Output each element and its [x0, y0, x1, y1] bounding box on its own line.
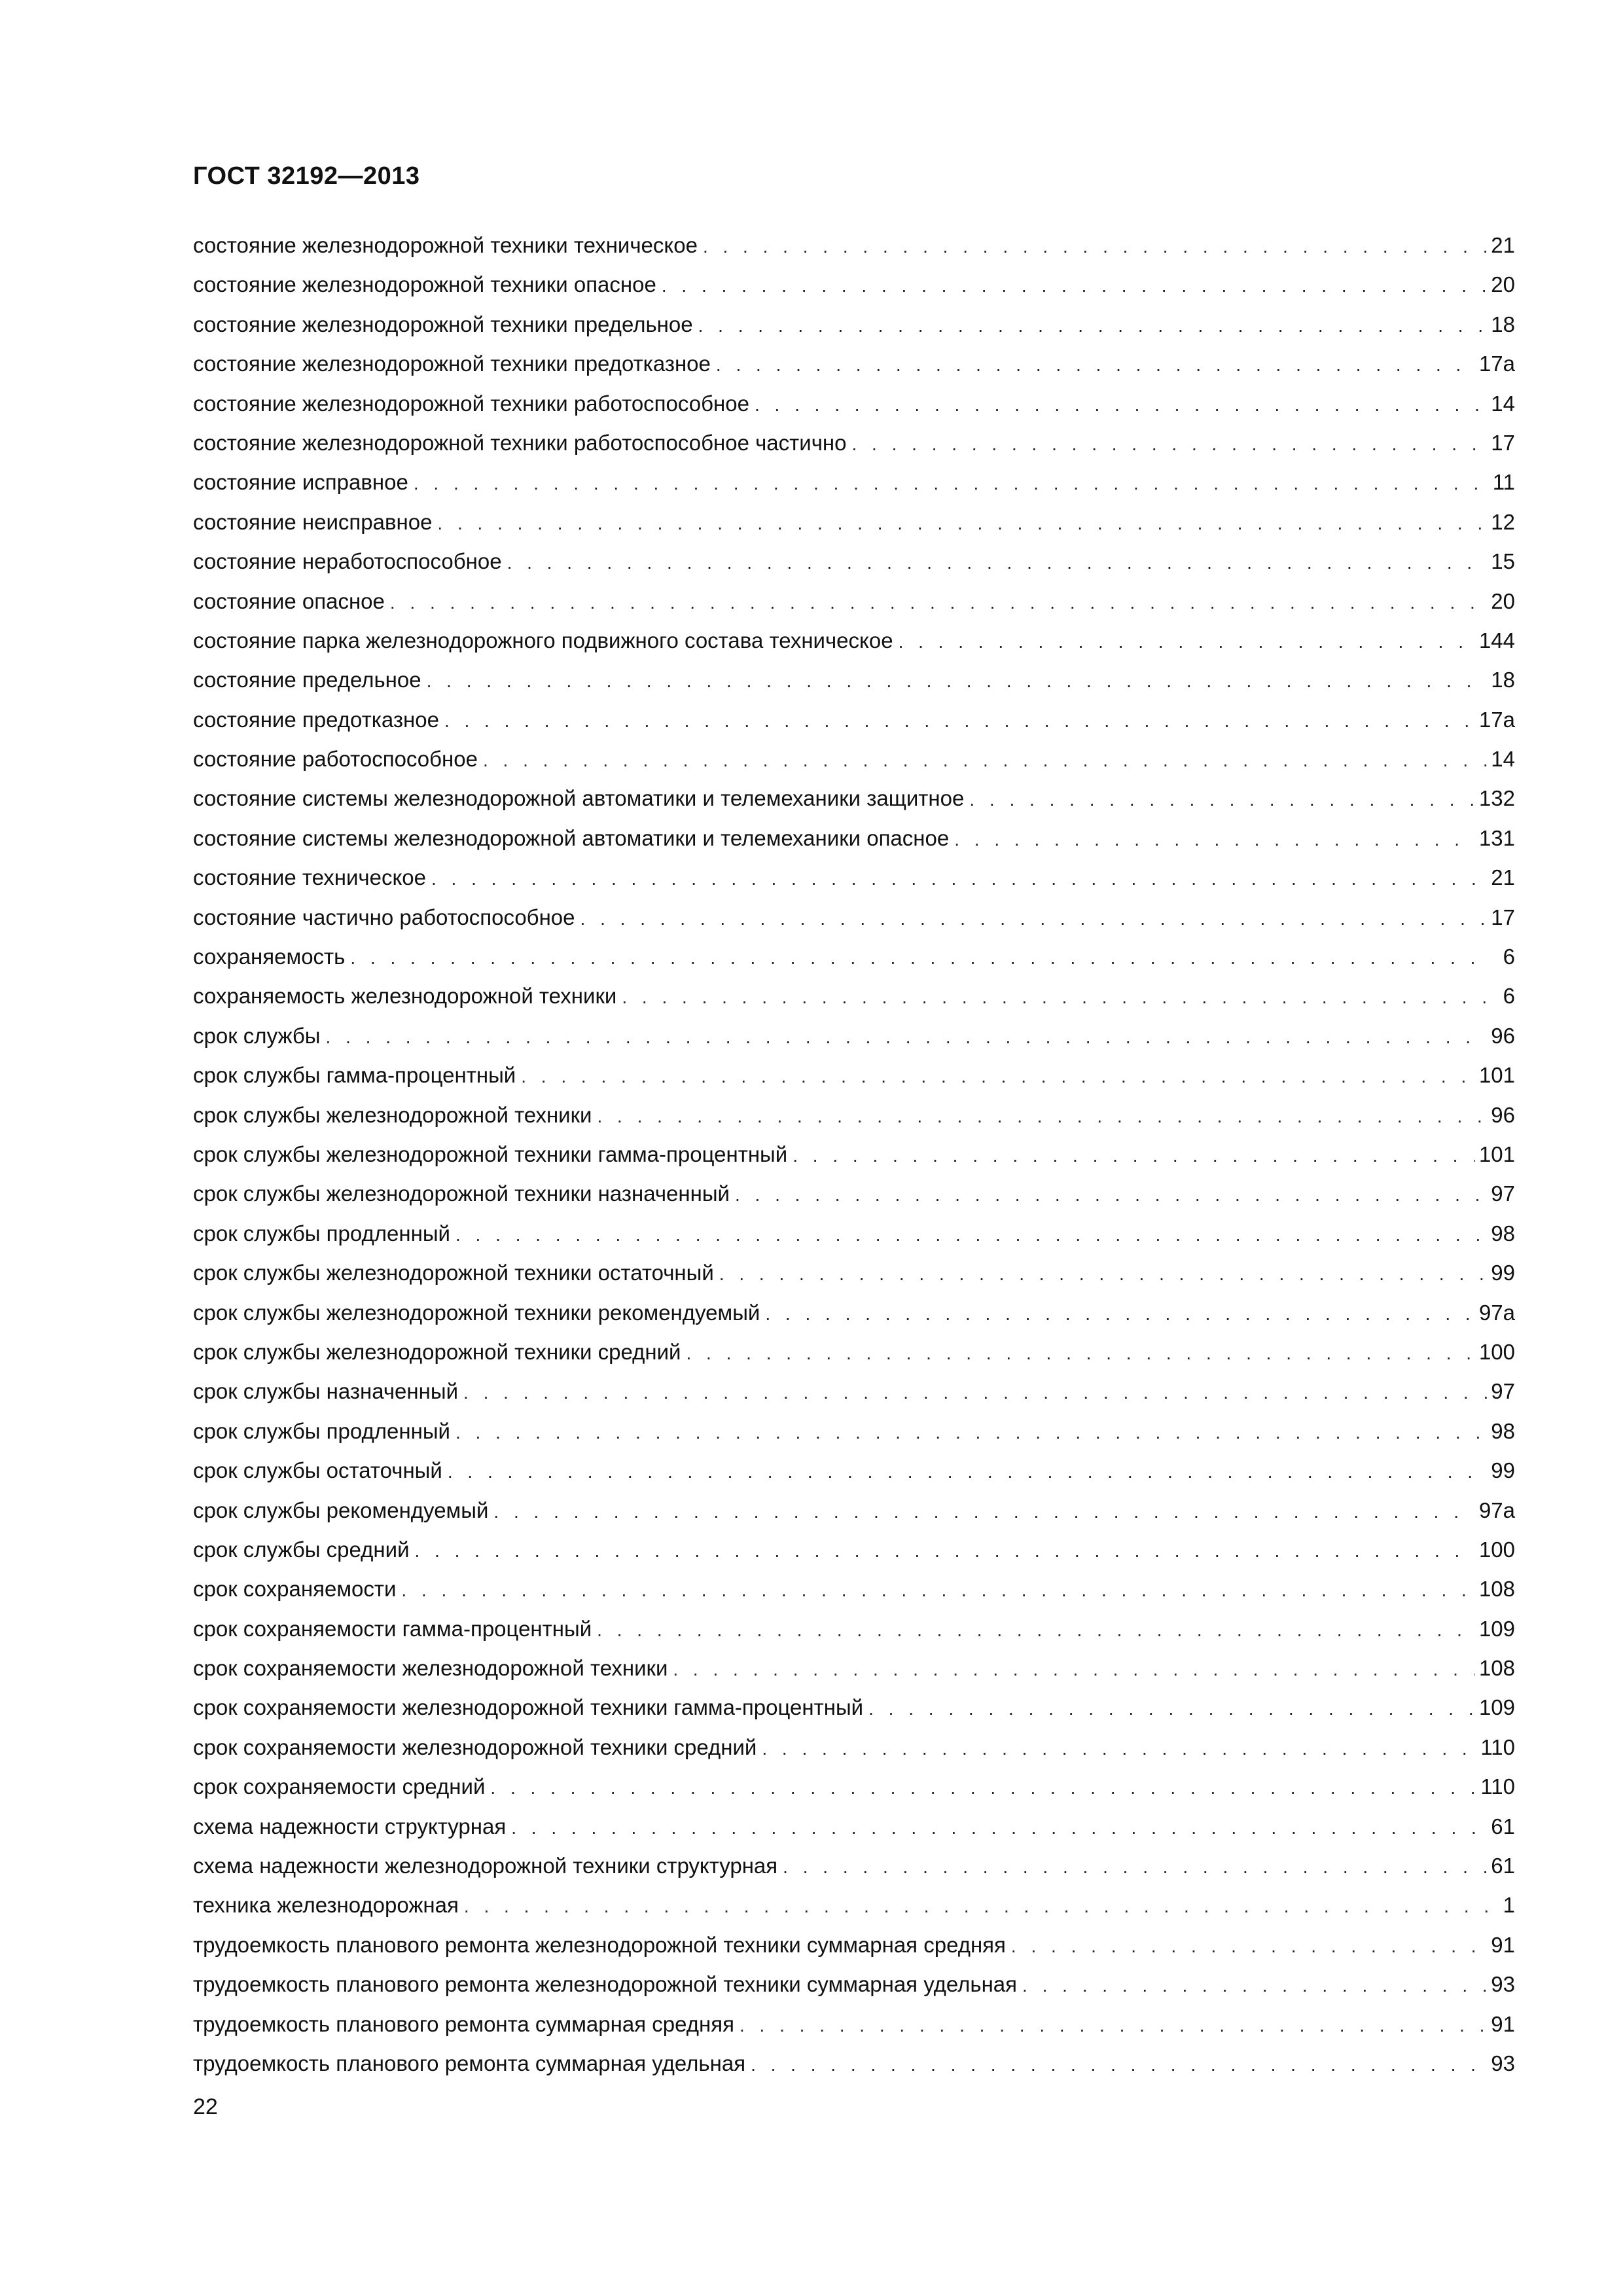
- index-term: состояние парка железнодорожного подвижного состава техническое: [193, 628, 893, 653]
- index-page-reference: 99: [1491, 1261, 1515, 1285]
- dot-leader: [511, 1808, 1487, 1848]
- index-page-reference: 93: [1491, 2051, 1515, 2075]
- dot-leader: [969, 780, 1475, 819]
- index-entry: [193, 463, 1515, 502]
- dot-leader: [751, 2045, 1487, 2085]
- index-page-reference: 20: [1491, 588, 1515, 613]
- dot-leader: [507, 543, 1488, 583]
- index-term: состояние техническое: [193, 865, 426, 890]
- index-page-reference: 17а: [1478, 351, 1515, 376]
- index-entry: [193, 1096, 1515, 1135]
- index-page-reference: 18: [1491, 312, 1515, 336]
- index-entry: [193, 423, 1515, 463]
- index-page-reference: 101: [1478, 1141, 1515, 1166]
- index-entry: [193, 1174, 1515, 1213]
- index-entry: [193, 1253, 1515, 1293]
- dot-leader: [662, 266, 1487, 306]
- index-term: срок службы железнодорожной техники средний: [193, 1339, 681, 1364]
- dot-leader: [762, 1729, 1476, 1768]
- index-term: схема надежности структурная: [193, 1814, 507, 1839]
- dot-leader: [326, 1018, 1488, 1057]
- index-entry: [193, 1807, 1515, 1846]
- index-entry: [193, 1412, 1515, 1451]
- dot-leader: [868, 1689, 1475, 1729]
- dot-leader: [622, 978, 1491, 1017]
- dot-leader: [686, 1334, 1474, 1373]
- dot-leader: [415, 1532, 1475, 1571]
- dot-leader: [703, 227, 1487, 266]
- index-page-reference: 97а: [1478, 1300, 1515, 1325]
- index-term: состояние железнодорожной техники предельное: [193, 312, 693, 336]
- index-entry: [193, 1688, 1515, 1727]
- index-page-reference: 6: [1503, 984, 1515, 1009]
- dot-leader: [464, 1887, 1491, 1926]
- dot-leader: [580, 899, 1488, 939]
- index-entry: [193, 384, 1515, 423]
- index-page-reference: 99: [1491, 1458, 1515, 1483]
- index-page-reference: 96: [1491, 1023, 1515, 1048]
- index-page-reference: 98: [1491, 1418, 1515, 1443]
- index-page-reference: 101: [1478, 1063, 1515, 1088]
- index-term: срок сохраняемости средний: [193, 1774, 486, 1799]
- index-entry: [193, 1293, 1515, 1333]
- index-page-reference: 14: [1491, 747, 1515, 772]
- index-entry: [193, 1846, 1515, 1886]
- dot-leader: [1011, 1927, 1487, 1966]
- index-page-reference: 17: [1491, 905, 1515, 929]
- index-entry: [193, 1491, 1515, 1530]
- index-entry: [193, 898, 1515, 937]
- index-term: срок сохраняемости железнодорожной техники гамма-процентный: [193, 1695, 864, 1720]
- dot-leader: [851, 425, 1487, 464]
- index-page-reference: 100: [1478, 1537, 1515, 1562]
- index-entry: [193, 779, 1515, 818]
- dot-leader: [793, 1136, 1475, 1175]
- index-page-reference: 108: [1478, 1656, 1515, 1681]
- index-term: состояние железнодорожной техники работоспособное: [193, 391, 749, 416]
- index-entry: [193, 582, 1515, 621]
- index-term: срок службы гамма-процентный: [193, 1063, 516, 1088]
- index-entry: [193, 858, 1515, 897]
- dot-leader: [597, 1097, 1487, 1136]
- index-entry: [193, 1926, 1515, 1965]
- dot-leader: [716, 346, 1475, 385]
- index-entry: [193, 305, 1515, 344]
- index-term: срок сохраняемости железнодорожной техники средний: [193, 1734, 757, 1759]
- dot-leader: [673, 1650, 1475, 1689]
- index-entry: [193, 265, 1515, 304]
- dot-leader: [455, 1413, 1487, 1452]
- index-term: сохраняемость железнодорожной техники: [193, 984, 617, 1009]
- index-page-reference: 144: [1478, 628, 1515, 653]
- index-entry: [193, 542, 1515, 581]
- index-term: состояние предельное: [193, 668, 421, 692]
- index-term: состояние опасное: [193, 588, 385, 613]
- dot-leader: [483, 741, 1487, 780]
- index-term: срок сохраняемости гамма-процентный: [193, 1616, 592, 1641]
- index-entry: [193, 344, 1515, 384]
- index-page-reference: 98: [1491, 1221, 1515, 1246]
- index-page-reference: 15: [1491, 549, 1515, 574]
- index-page-reference: 97: [1491, 1379, 1515, 1404]
- alphabetical-index: [193, 226, 1515, 2083]
- index-term: срок службы железнодорожной техники назначенный: [193, 1181, 730, 1206]
- index-term: срок сохраняемости: [193, 1577, 397, 1602]
- dot-leader: [493, 1492, 1475, 1532]
- dot-leader: [431, 859, 1487, 899]
- index-entry: [193, 1333, 1515, 1372]
- index-page-reference: 108: [1478, 1577, 1515, 1602]
- index-term: срок службы железнодорожной техники гамма-процентный: [193, 1141, 788, 1166]
- index-page-reference: 20: [1491, 272, 1515, 297]
- dot-leader: [719, 1255, 1487, 1294]
- index-term: трудоемкость планового ремонта суммарная удельная: [193, 2051, 746, 2075]
- index-page-reference: 91: [1491, 2011, 1515, 2036]
- dot-leader: [414, 464, 1489, 503]
- index-entry: [193, 937, 1515, 977]
- index-entry: [193, 1965, 1515, 2004]
- index-page-reference: 96: [1491, 1102, 1515, 1127]
- index-term: состояние предотказное: [193, 707, 439, 732]
- index-term: техника железнодорожная: [193, 1893, 459, 1918]
- dot-leader: [1022, 1966, 1487, 2005]
- index-term: состояние железнодорожной техники предотказное: [193, 351, 711, 376]
- index-page-reference: 61: [1491, 1814, 1515, 1839]
- index-entry: [193, 700, 1515, 740]
- index-page-reference: 131: [1478, 825, 1515, 850]
- index-term: трудоемкость планового ремонта железнодорожной техники суммарная удельная: [193, 1972, 1018, 1997]
- dot-leader: [783, 1848, 1487, 1887]
- index-term: состояние работоспособное: [193, 747, 478, 772]
- index-entry: [193, 621, 1515, 660]
- dot-leader: [437, 504, 1487, 543]
- dot-leader: [444, 702, 1475, 741]
- index-page-reference: 91: [1491, 1932, 1515, 1957]
- index-entry: [193, 1214, 1515, 1253]
- dot-leader: [735, 1175, 1487, 1215]
- index-entry: [193, 1372, 1515, 1411]
- index-page-reference: 93: [1491, 1972, 1515, 1997]
- index-entry: [193, 2044, 1515, 2083]
- dot-leader: [490, 1768, 1476, 1808]
- index-term: сохраняемость: [193, 944, 346, 969]
- dot-leader: [455, 1215, 1487, 1255]
- index-page-reference: 11: [1492, 470, 1515, 495]
- index-page-reference: 132: [1478, 786, 1515, 811]
- dot-leader: [755, 386, 1487, 425]
- index-term: трудоемкость планового ремонта железнодорожной техники суммарная средняя: [193, 1932, 1006, 1957]
- dot-leader: [698, 306, 1488, 346]
- index-entry: [193, 1135, 1515, 1174]
- index-entry: [193, 503, 1515, 542]
- dot-leader: [765, 1295, 1475, 1334]
- index-page-reference: 97: [1491, 1181, 1515, 1206]
- index-page-reference: 100: [1478, 1339, 1515, 1364]
- index-page-reference: 14: [1491, 391, 1515, 416]
- index-entry: [193, 226, 1515, 265]
- index-page-reference: 18: [1491, 668, 1515, 692]
- dot-leader: [597, 1611, 1475, 1650]
- page-number: 22: [193, 2094, 218, 2119]
- index-page-reference: 1: [1503, 1893, 1515, 1918]
- dot-leader: [390, 583, 1487, 622]
- index-term: схема надежности железнодорожной техники структурная: [193, 1854, 778, 1878]
- index-term: состояние железнодорожной техники работоспособное частично: [193, 430, 847, 455]
- index-term: срок сохраняемости железнодорожной техники: [193, 1656, 668, 1681]
- index-term: состояние железнодорожной техники техническое: [193, 233, 698, 257]
- index-entry: [193, 1767, 1515, 1806]
- dot-leader: [521, 1057, 1475, 1096]
- index-entry: [193, 660, 1515, 700]
- index-term: срок службы средний: [193, 1537, 410, 1562]
- index-page-reference: 21: [1491, 233, 1515, 257]
- index-term: трудоемкость планового ремонта суммарная средняя: [193, 2011, 734, 2036]
- index-entry: [193, 740, 1515, 779]
- index-term: срок службы: [193, 1023, 321, 1048]
- dot-leader: [954, 820, 1475, 859]
- index-entry: [193, 819, 1515, 858]
- dot-leader: [740, 2006, 1487, 2045]
- index-entry: [193, 1570, 1515, 1609]
- index-entry: [193, 977, 1515, 1016]
- index-page-reference: 12: [1491, 509, 1515, 534]
- index-term: срок службы железнодорожной техники остаточный: [193, 1261, 714, 1285]
- index-page-reference: 61: [1491, 1854, 1515, 1878]
- dot-leader: [448, 1452, 1487, 1492]
- index-term: состояние частично работоспособное: [193, 905, 575, 929]
- index-page-reference: 6: [1503, 944, 1515, 969]
- index-page-reference: 110: [1480, 1734, 1515, 1759]
- document-header: ГОСТ 32192—2013: [193, 162, 420, 190]
- index-term: состояние неисправное: [193, 509, 433, 534]
- index-term: состояние системы железнодорожной автоматики и телемеханики опасное: [193, 825, 950, 850]
- index-entry: [193, 1609, 1515, 1649]
- index-entry: [193, 1451, 1515, 1490]
- index-entry: [193, 1886, 1515, 1925]
- dot-leader: [899, 622, 1475, 662]
- index-term: срок службы железнодорожной техники: [193, 1102, 592, 1127]
- index-term: состояние неработоспособное: [193, 549, 502, 574]
- index-term: состояние исправное: [193, 470, 408, 495]
- index-page-reference: 97а: [1478, 1498, 1515, 1522]
- index-term: состояние железнодорожной техники опасное: [193, 272, 656, 297]
- index-term: срок службы продленный: [193, 1418, 450, 1443]
- index-term: срок службы железнодорожной техники рекомендуемый: [193, 1300, 760, 1325]
- index-entry: [193, 1056, 1515, 1095]
- index-term: состояние системы железнодорожной автоматики и телемеханики защитное: [193, 786, 965, 811]
- index-page-reference: 17: [1491, 430, 1515, 455]
- index-term: срок службы остаточный: [193, 1458, 442, 1483]
- index-entry: [193, 2005, 1515, 2044]
- index-entry: [193, 1649, 1515, 1688]
- dot-leader: [401, 1571, 1475, 1610]
- index-term: срок службы продленный: [193, 1221, 450, 1246]
- index-entry: [193, 1728, 1515, 1767]
- index-entry: [193, 1530, 1515, 1570]
- index-page-reference: 21: [1491, 865, 1515, 890]
- index-page-reference: 109: [1478, 1695, 1515, 1720]
- index-term: срок службы рекомендуемый: [193, 1498, 489, 1522]
- index-term: срок службы назначенный: [193, 1379, 459, 1404]
- index-page-reference: 109: [1478, 1616, 1515, 1641]
- dot-leader: [463, 1373, 1487, 1412]
- index-page-reference: 17а: [1478, 707, 1515, 732]
- index-page-reference: 110: [1480, 1774, 1515, 1799]
- dot-leader: [350, 939, 1491, 978]
- index-entry: [193, 1016, 1515, 1056]
- dot-leader: [427, 662, 1488, 701]
